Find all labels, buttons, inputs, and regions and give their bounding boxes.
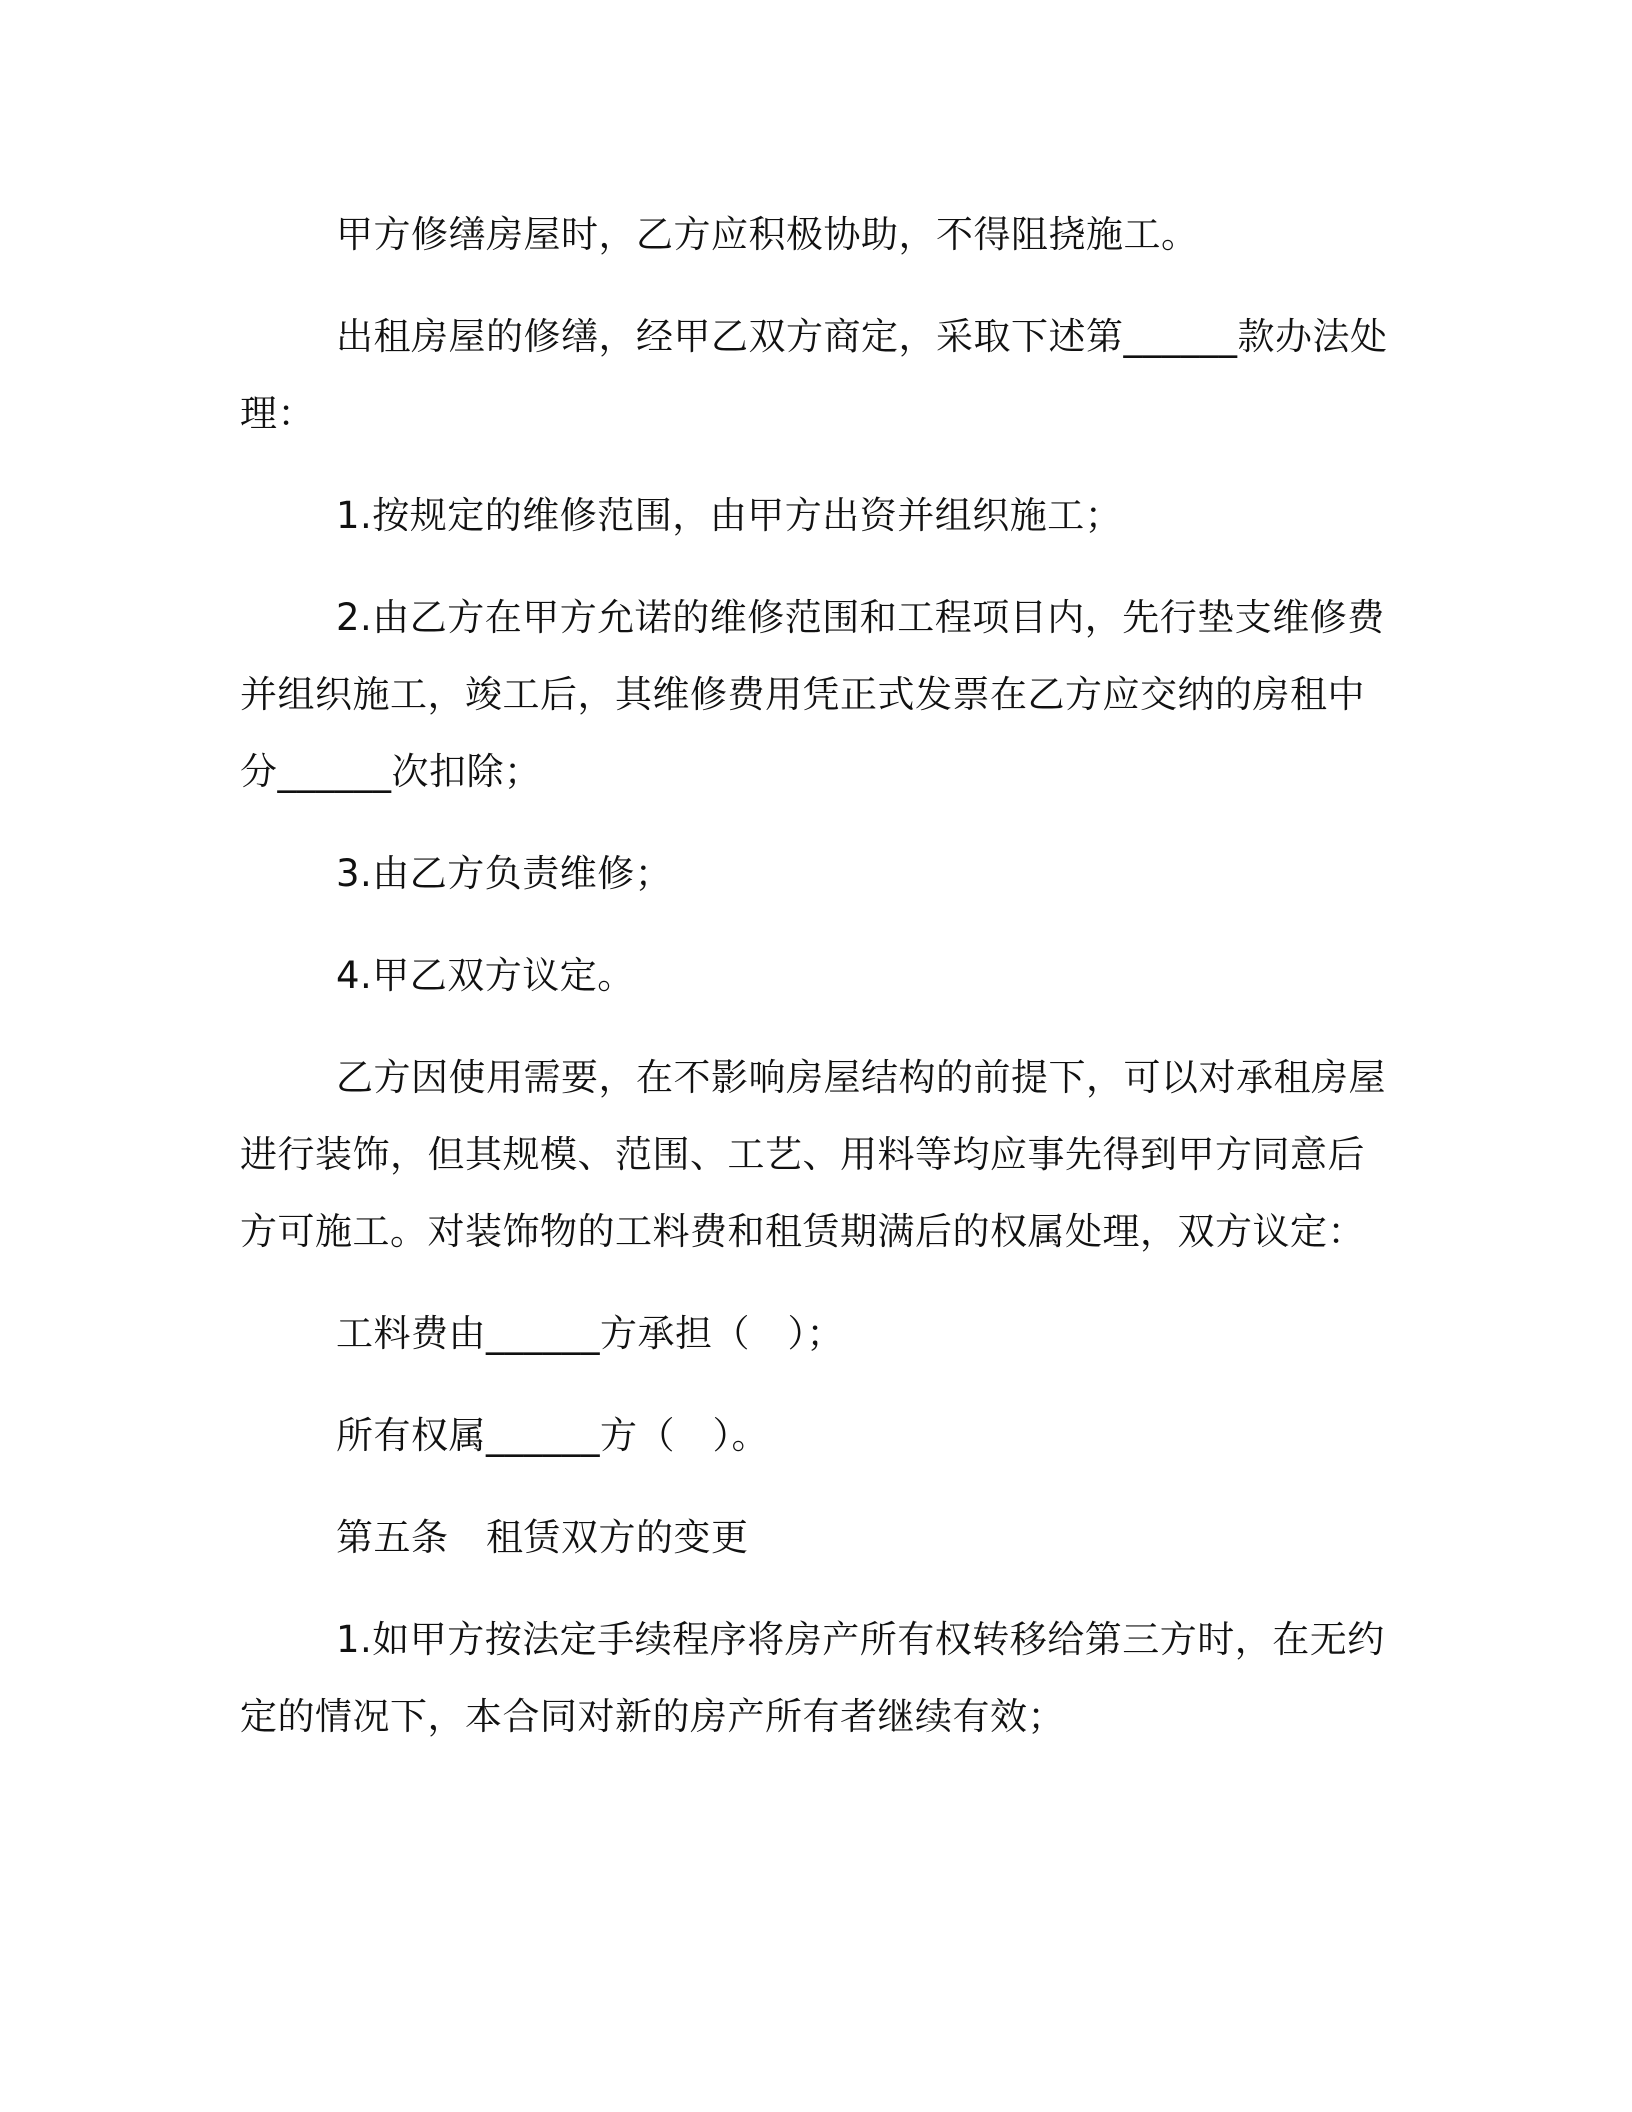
paragraph-ownership: 所有权属______方（ ）。 xyxy=(336,1414,769,1457)
paragraph-decoration: 乙方因使用需要，在不影响房屋结构的前提下，可以对承租房屋进行装饰，但其规模、范围、工艺、用料等均应事先得到甲方同意后方可施工。对装饰物的工料费和租赁期满后的权属处理，双方议定： xyxy=(240,1056,1386,1253)
paragraph-option-1: 1.按规定的维修范围，由甲方出资并组织施工； xyxy=(336,494,1123,537)
section-heading-article-5: 第五条 租赁双方的变更 xyxy=(336,1516,749,1559)
document-body xyxy=(240,196,1390,1780)
paragraph-repair-assist: 甲方修缮房屋时，乙方应积极协助，不得阻挠施工。 xyxy=(336,213,1199,256)
paragraph-option-3: 3.由乙方负责维修； xyxy=(336,852,673,895)
paragraph-option-2: 2.由乙方在甲方允诺的维修范围和工程项目内，先行垫支维修费并组织施工，竣工后，其维修费用凭正式发票在乙方应交纳的房租中分______次扣除； xyxy=(240,596,1385,793)
paragraph-material-cost: 工料费由______方承担（ ）； xyxy=(336,1312,844,1355)
paragraph-repair-method: 出租房屋的修缮，经甲乙双方商定，采取下述第______款办法处理： xyxy=(240,315,1388,435)
paragraph-ownership-transfer: 1.如甲方按法定手续程序将房产所有权转移给第三方时，在无约定的情况下，本合同对新的房产所有者继续有效； xyxy=(240,1618,1385,1738)
paragraph-option-4: 4.甲乙双方议定。 xyxy=(336,954,635,997)
